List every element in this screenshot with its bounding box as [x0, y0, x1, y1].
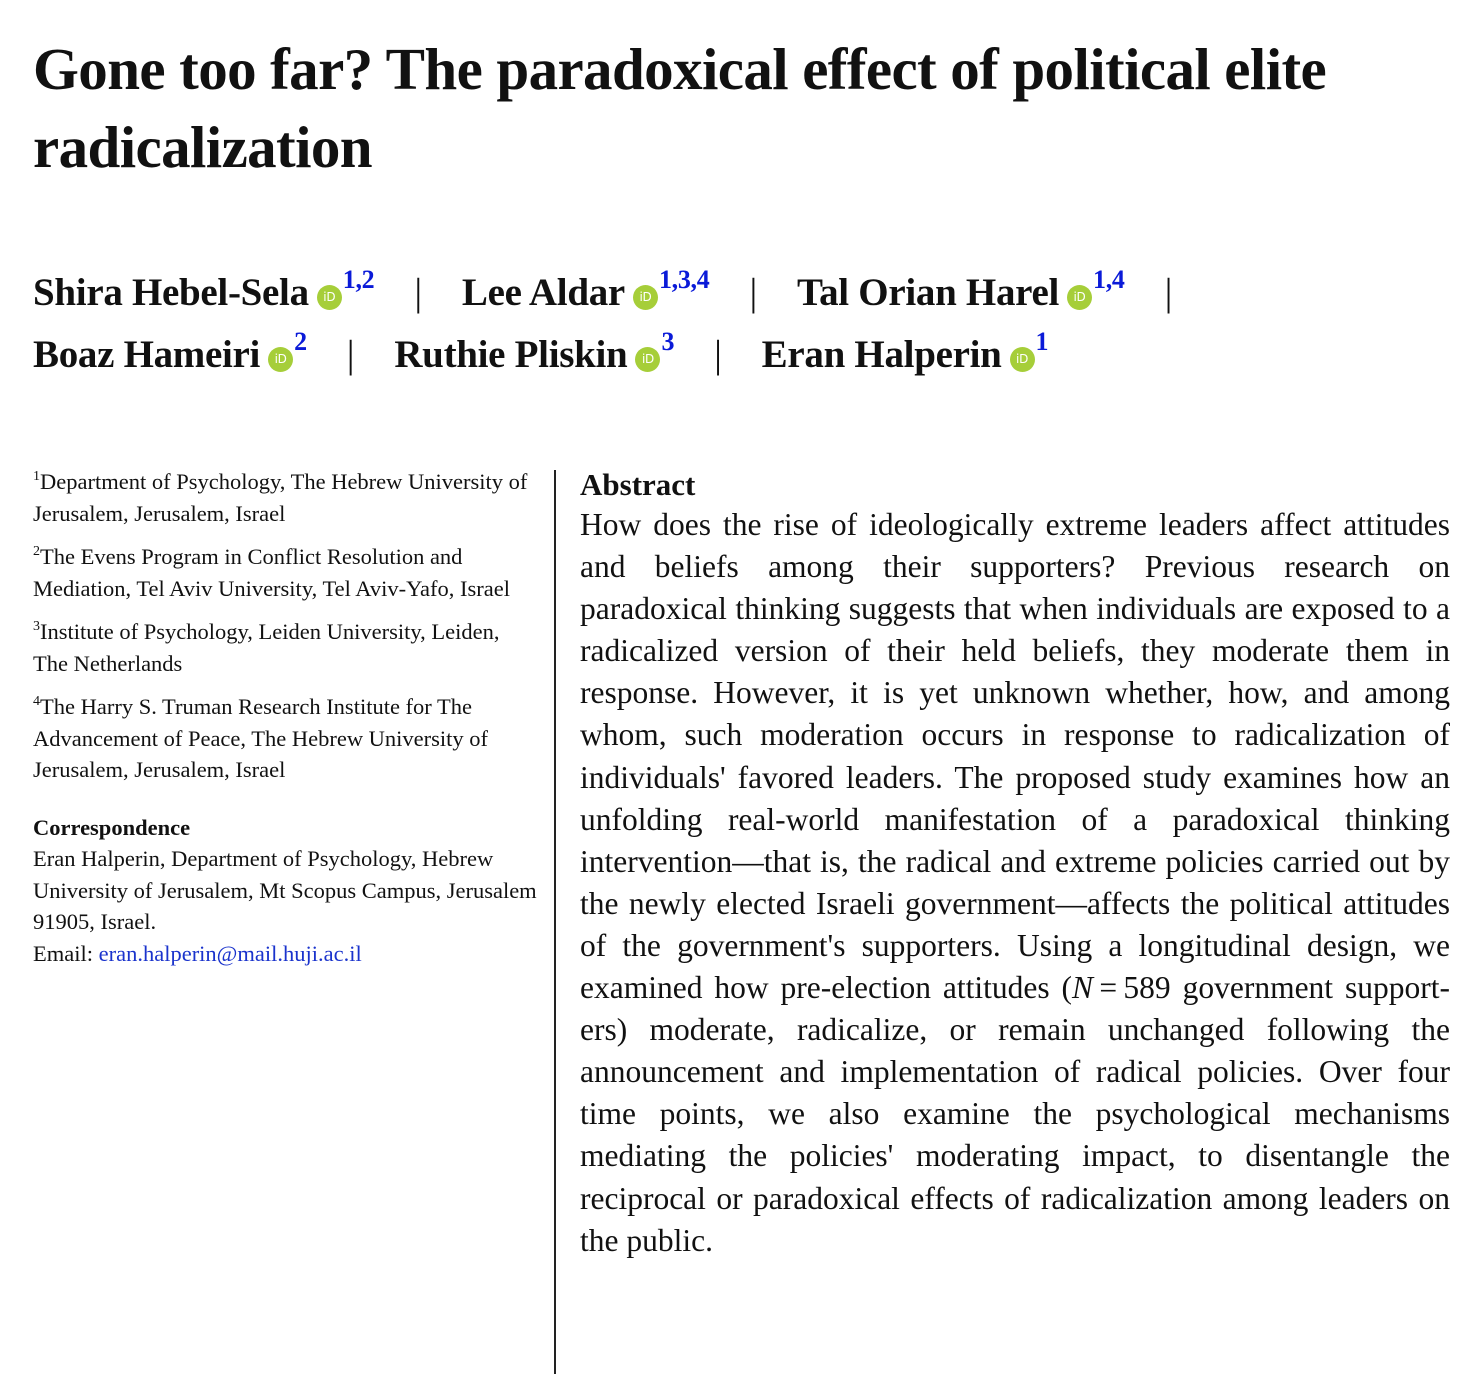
- author-affiliation-link[interactable]: 1,2: [342, 265, 375, 294]
- email-label: Email:: [33, 940, 93, 966]
- author-affiliation-link[interactable]: 1,4: [1093, 265, 1125, 294]
- orcid-icon[interactable]: iD: [1067, 285, 1092, 310]
- affiliation-number: 2: [33, 544, 40, 559]
- author-shira-hebel-sela: [33, 265, 375, 314]
- affiliation-text: Institute of Psychology, Leiden University, Leiden, The Netherlands: [33, 619, 500, 676]
- author-list: [33, 262, 1453, 386]
- column-divider: [554, 470, 556, 1374]
- affiliation-text: The Evens Program in Conflict Resolution and Mediation, Tel Aviv University, Tel Aviv-Yafo, Israel: [33, 544, 511, 601]
- author-tal-orian-harel: [796, 265, 1125, 314]
- author-name: Tal Orian Harel: [796, 271, 1059, 314]
- author-name: Lee Aldar: [461, 271, 625, 314]
- abstract-text-part: How does the rise of ideologically extreme leaders affect attitudes and beliefs among their supporters? Previous research on paradoxical thinking suggests that when individuals are exposed to a radicalized version of their held beliefs, they moderate them in response. However, it is yet unknown whether, how, and among whom, such moderation occurs in response to radicalization of individuals' favored leaders. The proposed study examines how an unfolding real-world manifestation of a paradoxical thinking intervention—that is, the radical and extreme policies carried out by the newly elected Israeli government—affects the political attitudes of the government's supporters. Using a longitudinal design, we examined how pre-election attitudes (: [580, 507, 1450, 1006]
- orcid-icon[interactable]: iD: [317, 285, 342, 310]
- email-link[interactable]: eran.halperin@mail.huji.ac.il: [98, 940, 362, 966]
- abstract-heading: Abstract: [580, 467, 696, 502]
- author-separator: |: [414, 271, 422, 314]
- author-separator: |: [749, 271, 757, 314]
- orcid-icon[interactable]: iD: [633, 285, 658, 310]
- author-ruthie-pliskin: [394, 327, 675, 376]
- author-name: Eran Halperin: [761, 333, 1002, 376]
- author-separator: |: [714, 333, 722, 376]
- affiliation-number: 1: [33, 469, 40, 484]
- affiliation-number: 4: [33, 694, 40, 709]
- author-lee-aldar: [461, 265, 710, 314]
- author-boaz-hameiri: [33, 327, 307, 376]
- sample-size-symbol: N: [1072, 970, 1094, 1006]
- orcid-icon[interactable]: iD: [268, 347, 293, 372]
- author-affiliation-link[interactable]: 1,3,4: [658, 265, 710, 294]
- affiliations-sidebar: [33, 466, 538, 969]
- author-name: Boaz Hameiri: [33, 333, 261, 376]
- abstract-body: [580, 504, 1450, 1262]
- author-separator: |: [346, 333, 355, 376]
- author-affiliation-link[interactable]: 1: [1035, 327, 1049, 356]
- affiliation-text: Department of Psychology, The Hebrew University of Jerusalem, Jerusalem, Israel: [33, 469, 528, 526]
- affiliation-4: [33, 691, 538, 786]
- abstract-text-part: = 589 government supporters) moderate, radicalize, or remain unchanged following the announcement and implementation of radical policies. Over four time points, we also examine the psychological mechanisms mediating the policies' moderating impact, to disentangle the reciprocal or paradoxical effects of radicalization among leaders on the public.: [580, 970, 1450, 1258]
- affiliation-1: [33, 466, 538, 529]
- author-separator: |: [1164, 271, 1173, 314]
- correspondence-address: Eran Halperin, Department of Psychology, Hebrew University of Jerusalem, Mt Scopus Campus, Jerusalem 91905, Israel.: [33, 846, 537, 934]
- author-name: Shira Hebel-Sela: [33, 271, 309, 314]
- author-affiliation-link[interactable]: 3: [661, 327, 675, 356]
- correspondence-heading: Correspondence: [33, 814, 191, 840]
- author-affiliation-link[interactable]: 2: [294, 327, 307, 356]
- orcid-icon[interactable]: iD: [1010, 347, 1035, 372]
- affiliation-2: [33, 541, 538, 604]
- orcid-icon[interactable]: iD: [635, 347, 660, 372]
- affiliation-number: 3: [33, 619, 40, 634]
- correspondence-email-line: [33, 938, 538, 970]
- abstract-section: [580, 466, 1450, 1262]
- affiliation-text: The Harry S. Truman Research Institute for The Advancement of Peace, The Hebrew University of Jerusalem, Jerusalem, Israel: [33, 694, 489, 782]
- author-name: Ruthie Pliskin: [394, 333, 628, 376]
- paper-title: Gone too far? The paradoxical effect of political elite radicalization: [33, 36, 1327, 180]
- author-eran-halperin: [761, 327, 1049, 376]
- affiliation-3: [33, 616, 538, 679]
